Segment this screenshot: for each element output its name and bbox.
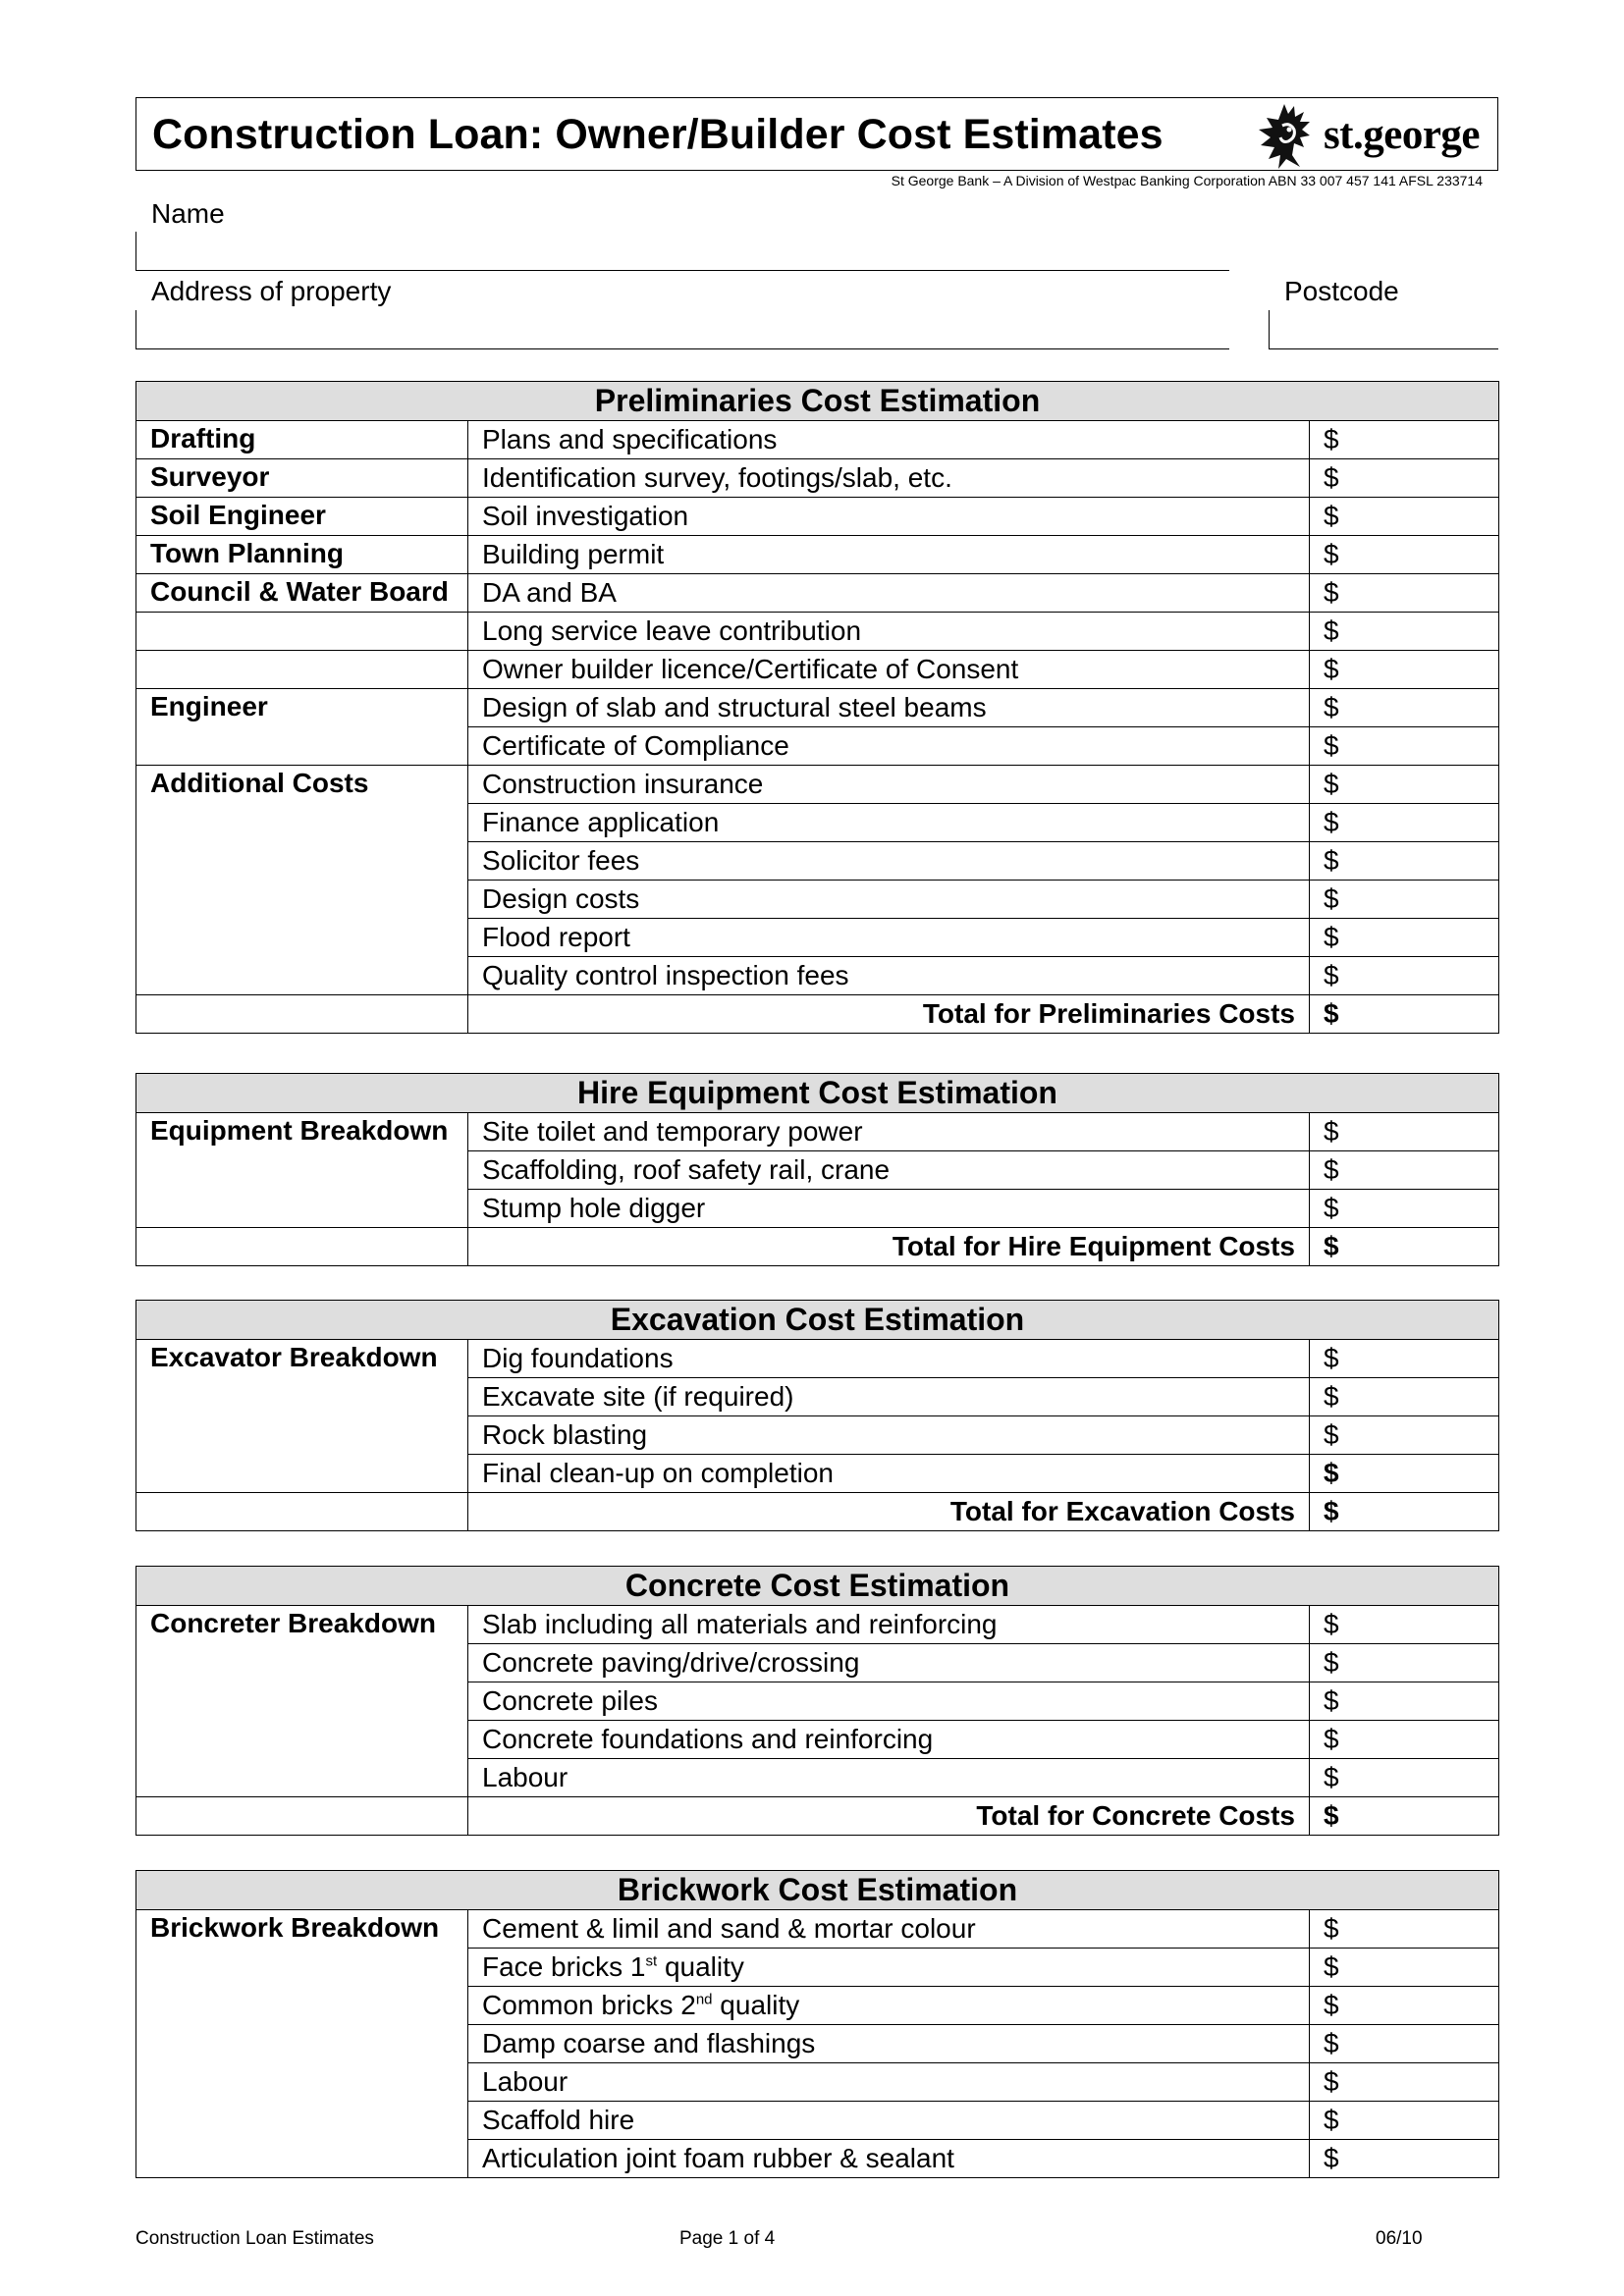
table-row [136,459,1499,498]
ordinal-suffix: st [645,1952,658,1970]
table-row [136,613,1499,651]
item-cell: Building permit [468,536,1310,574]
total-row [136,995,1499,1034]
footer-version: 06/10 [1376,2228,1423,2249]
table-row [136,689,1499,727]
total-label: Total for Preliminaries Costs [468,995,1310,1034]
category-cell: Soil Engineer [136,498,468,536]
excavation-heading: Excavation Cost Estimation [136,1301,1499,1340]
amount-field[interactable]: $ [1310,1644,1499,1682]
item-text-suffix: quality [657,1951,744,1982]
form-page [135,97,1498,188]
category-cell: Surveyor [136,459,468,498]
amount-field[interactable]: $ [1310,2025,1499,2063]
total-row [136,1493,1499,1531]
item-cell: Labour [468,2063,1310,2102]
amount-field[interactable]: $ [1310,2140,1499,2178]
amount-field[interactable]: $ [1310,651,1499,689]
item-cell [468,1949,1310,1987]
item-cell: Final clean-up on completion [468,1455,1310,1493]
category-cell: Engineer [136,689,468,766]
amount-field[interactable]: $ [1310,1949,1499,1987]
total-amount-field[interactable]: $ [1310,1493,1499,1531]
item-cell: Excavate site (if required) [468,1378,1310,1416]
item-cell: Concrete piles [468,1682,1310,1721]
postcode-label: Postcode [1284,276,1399,306]
table-row [136,1910,1499,1949]
name-label: Name [151,198,225,229]
item-cell: Damp coarse and flashings [468,2025,1310,2063]
item-cell: Stump hole digger [468,1190,1310,1228]
amount-field[interactable]: $ [1310,1455,1499,1493]
item-cell: Design costs [468,881,1310,919]
total-label: Total for Hire Equipment Costs [468,1228,1310,1266]
item-cell: Articulation joint foam rubber & sealant [468,2140,1310,2178]
item-text: Common bricks 2 [482,1990,696,2020]
item-cell: Finance application [468,804,1310,842]
address-field[interactable] [135,310,1229,349]
amount-field[interactable]: $ [1310,1340,1499,1378]
table-row [136,1340,1499,1378]
category-cell: Excavator Breakdown [136,1340,468,1493]
concrete-table [135,1566,1499,1836]
category-cell [136,613,468,651]
item-text-suffix: quality [712,1990,800,2020]
amount-field[interactable]: $ [1310,727,1499,766]
preliminaries-heading: Preliminaries Cost Estimation [136,382,1499,421]
st-george-logo [1255,98,1480,172]
ordinal-suffix: nd [695,1991,713,2008]
table-row [136,651,1499,689]
item-cell: Long service leave contribution [468,613,1310,651]
amount-field[interactable]: $ [1310,613,1499,651]
table-row [136,421,1499,459]
item-cell: DA and BA [468,574,1310,613]
empty-cell [136,1493,468,1531]
amount-field[interactable]: $ [1310,1721,1499,1759]
category-cell: Additional Costs [136,766,468,995]
amount-field[interactable]: $ [1310,536,1499,574]
item-cell: Concrete foundations and reinforcing [468,1721,1310,1759]
category-cell: Drafting [136,421,468,459]
category-cell: Equipment Breakdown [136,1113,468,1228]
item-cell: Scaffolding, roof safety rail, crane [468,1151,1310,1190]
item-cell: Construction insurance [468,766,1310,804]
dragon-icon [1255,100,1320,171]
amount-field[interactable]: $ [1310,421,1499,459]
amount-field[interactable]: $ [1310,804,1499,842]
item-cell: Flood report [468,919,1310,957]
legal-disclaimer: St George Bank – A Division of Westpac Banking Corporation ABN 33 007 457 141 AFSL 233714 [891,173,1483,188]
document-title: Construction Loan: Owner/Builder Cost Estimates [152,111,1164,158]
table-row [136,1113,1499,1151]
item-cell: Plans and specifications [468,421,1310,459]
hire-equipment-table [135,1073,1499,1266]
category-cell: Concreter Breakdown [136,1606,468,1797]
amount-field[interactable]: $ [1310,459,1499,498]
table-row [136,536,1499,574]
amount-field[interactable]: $ [1310,1151,1499,1190]
item-cell: Site toilet and temporary power [468,1113,1310,1151]
table-row [136,574,1499,613]
amount-field[interactable]: $ [1310,1759,1499,1797]
amount-field[interactable]: $ [1310,1606,1499,1644]
amount-field[interactable]: $ [1310,2063,1499,2102]
item-cell: Cement & limil and sand & mortar colour [468,1910,1310,1949]
brickwork-table [135,1870,1499,2178]
item-cell: Design of slab and structural steel beams [468,689,1310,727]
table-row [136,766,1499,804]
item-cell: Slab including all materials and reinforcing [468,1606,1310,1644]
total-amount-field[interactable]: $ [1310,1797,1499,1836]
category-cell: Brickwork Breakdown [136,1910,468,2178]
amount-field[interactable]: $ [1310,574,1499,613]
amount-field[interactable]: $ [1310,881,1499,919]
address-label: Address of property [151,276,392,306]
category-cell [136,651,468,689]
amount-field[interactable]: $ [1310,919,1499,957]
empty-cell [136,995,468,1034]
amount-field[interactable]: $ [1310,1113,1499,1151]
empty-cell [136,1228,468,1266]
hire-equipment-heading: Hire Equipment Cost Estimation [136,1074,1499,1113]
name-field[interactable] [135,232,1229,271]
amount-field[interactable]: $ [1310,766,1499,804]
preliminaries-table [135,381,1499,1034]
amount-field[interactable]: $ [1310,1416,1499,1455]
total-label: Total for Concrete Costs [468,1797,1310,1836]
total-label: Total for Excavation Costs [468,1493,1310,1531]
footer-page-number: Page 1 of 4 [679,2228,776,2249]
brickwork-heading: Brickwork Cost Estimation [136,1871,1499,1910]
amount-field[interactable]: $ [1310,842,1499,881]
item-cell: Quality control inspection fees [468,957,1310,995]
empty-cell [136,1797,468,1836]
amount-field[interactable]: $ [1310,498,1499,536]
item-cell: Identification survey, footings/slab, etc. [468,459,1310,498]
amount-field[interactable]: $ [1310,689,1499,727]
logo-text: st.george [1323,112,1480,158]
footer-doc-name: Construction Loan Estimates [135,2228,374,2249]
excavation-table [135,1300,1499,1531]
item-cell: Dig foundations [468,1340,1310,1378]
total-amount-field[interactable]: $ [1310,1228,1499,1266]
amount-field[interactable]: $ [1310,1378,1499,1416]
item-cell: Certificate of Compliance [468,727,1310,766]
total-row [136,1797,1499,1836]
amount-field[interactable]: $ [1310,1682,1499,1721]
total-amount-field[interactable]: $ [1310,995,1499,1034]
amount-field[interactable]: $ [1310,957,1499,995]
category-cell: Council & Water Board [136,574,468,613]
item-text: Face bricks 1 [482,1951,646,1982]
item-cell: Concrete paving/drive/crossing [468,1644,1310,1682]
concrete-heading: Concrete Cost Estimation [136,1567,1499,1606]
amount-field[interactable]: $ [1310,2102,1499,2140]
item-cell: Labour [468,1759,1310,1797]
postcode-field[interactable] [1269,310,1498,349]
total-row [136,1228,1499,1266]
item-cell [468,1987,1310,2025]
amount-field[interactable]: $ [1310,1910,1499,1949]
amount-field[interactable]: $ [1310,1987,1499,2025]
item-cell: Solicitor fees [468,842,1310,881]
title-box [135,97,1498,171]
amount-field[interactable]: $ [1310,1190,1499,1228]
item-cell: Owner builder licence/Certificate of Consent [468,651,1310,689]
category-cell: Town Planning [136,536,468,574]
table-row [136,1606,1499,1644]
table-row [136,498,1499,536]
item-cell: Scaffold hire [468,2102,1310,2140]
item-cell: Soil investigation [468,498,1310,536]
item-cell: Rock blasting [468,1416,1310,1455]
